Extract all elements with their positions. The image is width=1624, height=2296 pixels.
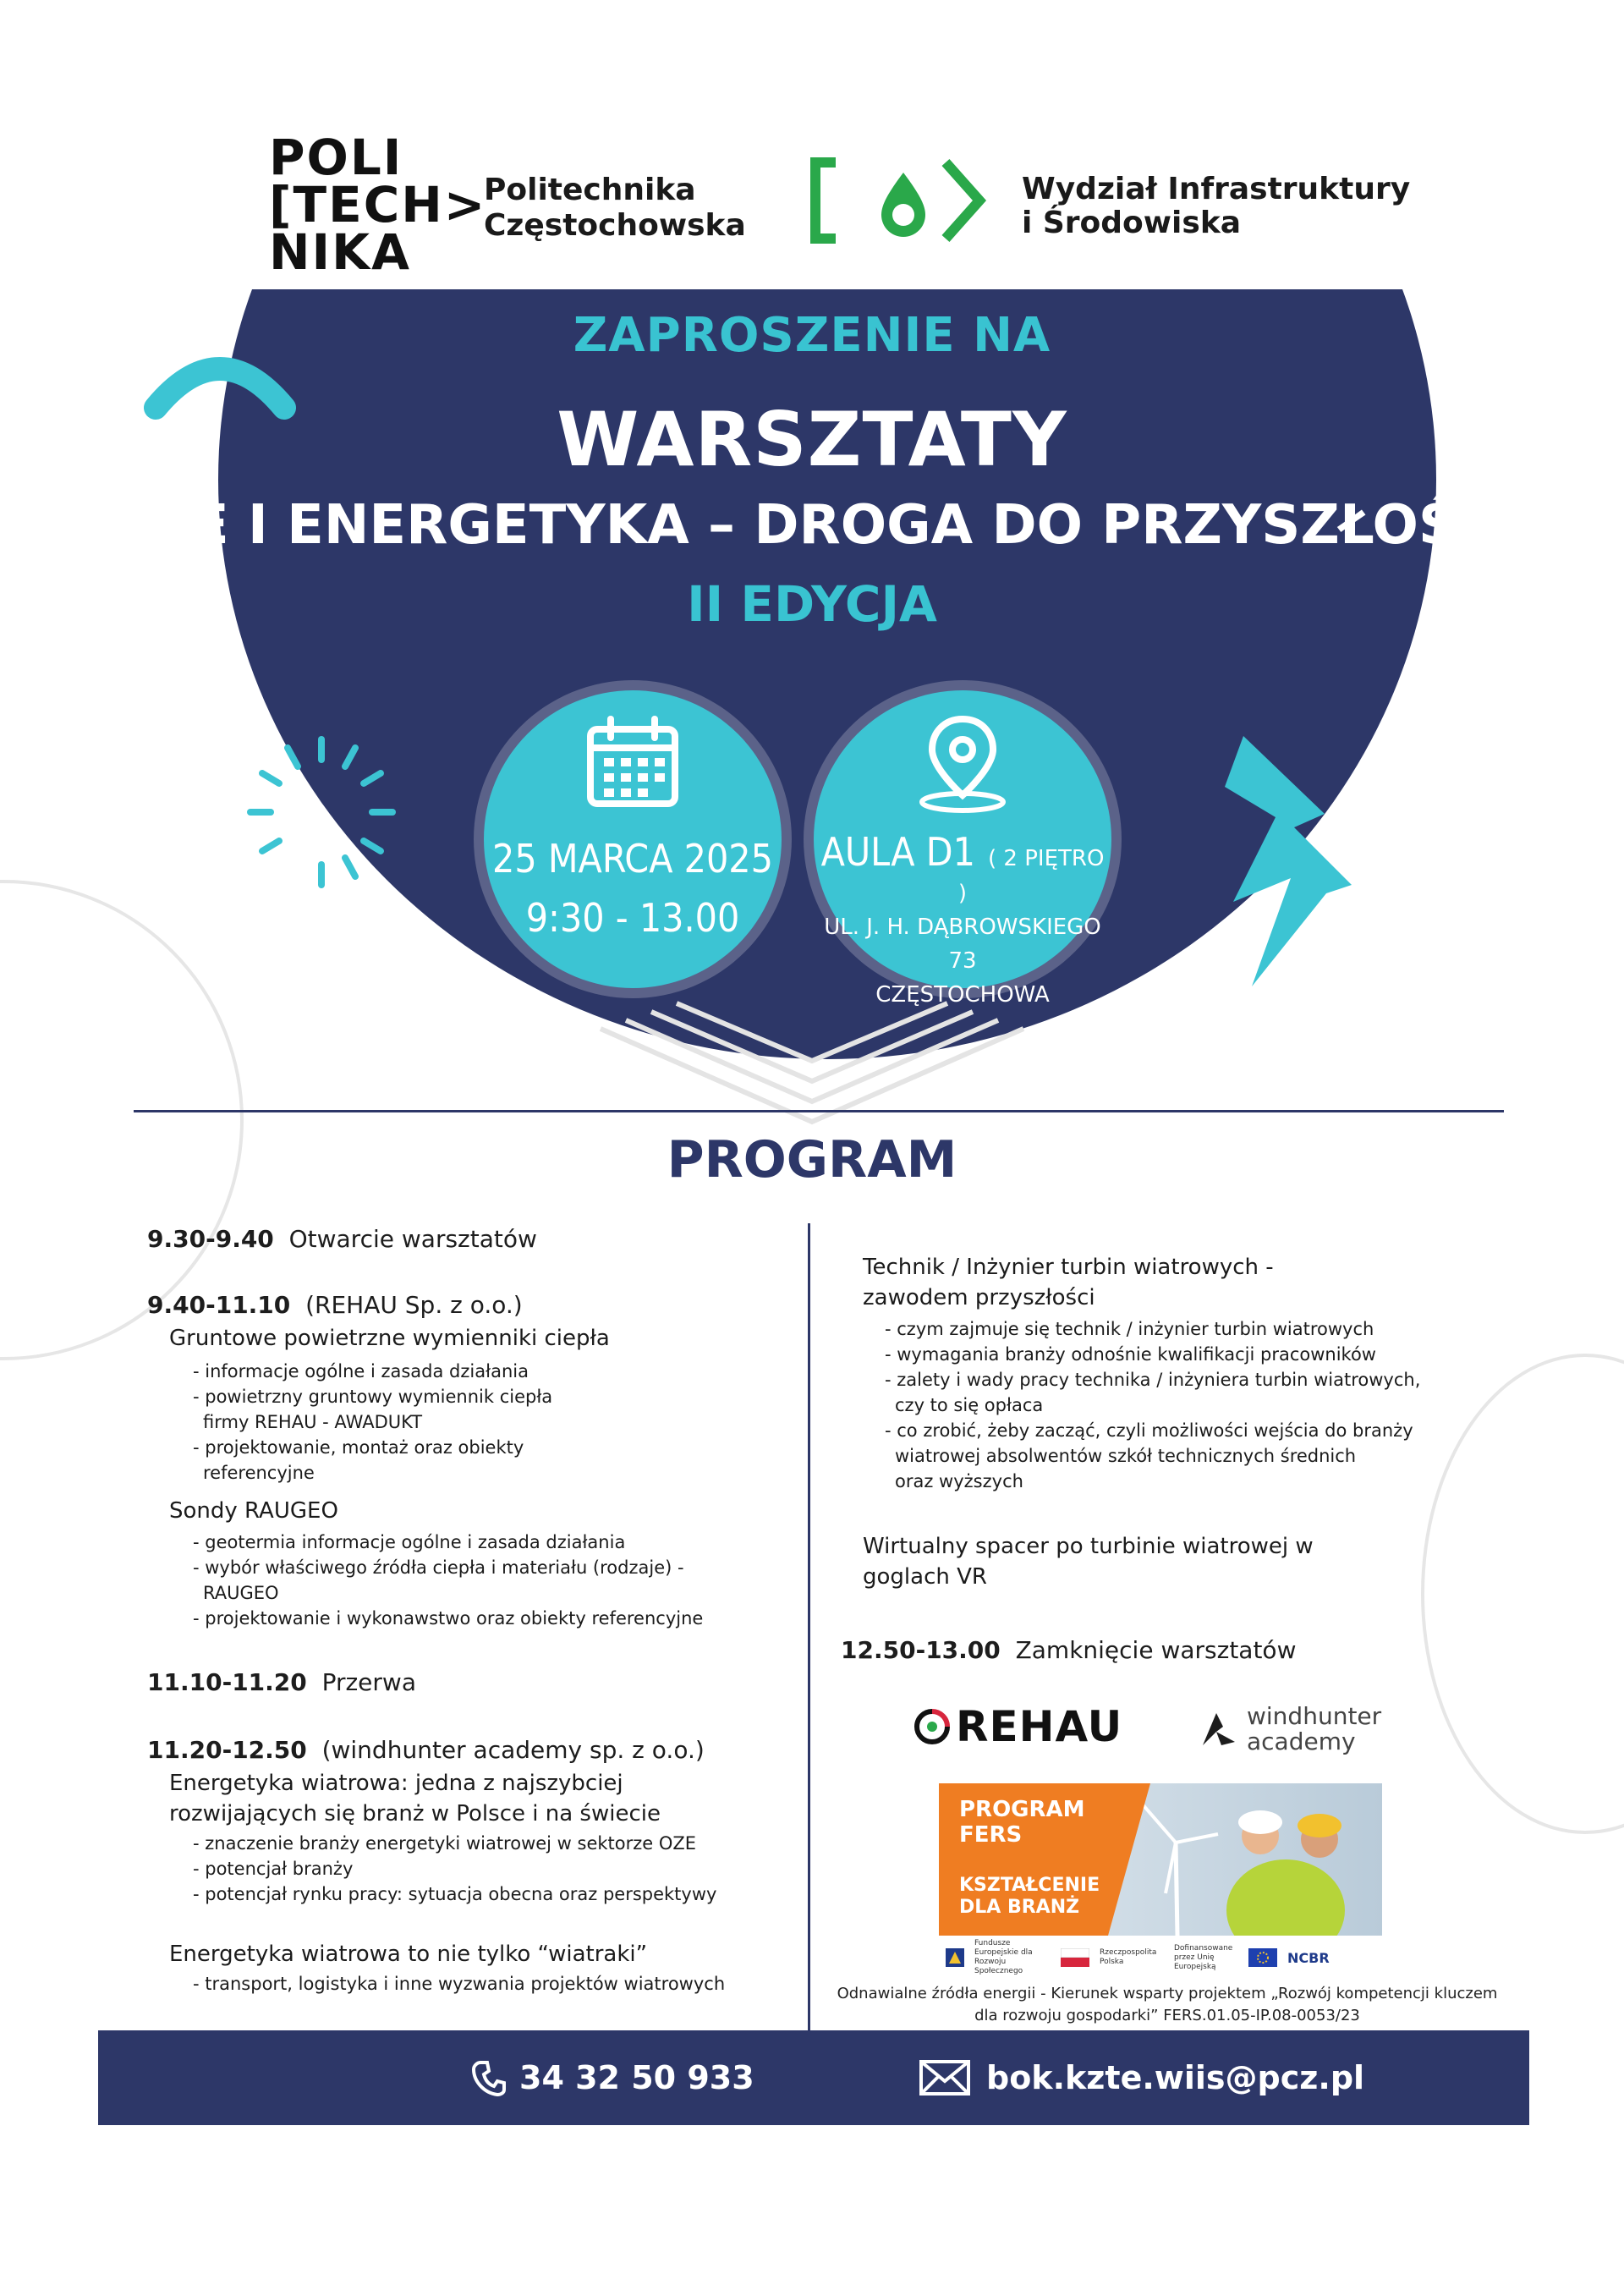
topic-line: goglach VR [863,1564,987,1590]
logo-line: [TECH> [269,176,487,233]
topic-line: rozwijających się branż w Polsce i na świecie [169,1801,661,1826]
fers-line: PROGRAM [959,1797,1085,1822]
floor-info: ( 2 PIĘTRO ) [957,846,1105,906]
time-slot: 9.30-9.40 [147,1225,274,1253]
politechnika-name-line: Politechnika [484,173,696,207]
contact-bar [98,2030,1529,2125]
bullet-item: - powietrzny gruntowy wymiennik ciepła [193,1387,553,1407]
eu-label: Dofinansowane przez Unię Europejską [1174,1943,1233,1971]
wiis-name-line: i Środowiska [1022,206,1242,240]
phone-number[interactable]: 34 32 50 933 [519,2059,754,2096]
location-pin-icon [912,712,1013,814]
event-time: 9:30 - 13.00 [525,895,740,941]
time-slot: 11.20-12.50 [147,1736,307,1764]
fers-line: DLA BRANŻ [959,1897,1080,1918]
time-slot: 9.40-11.10 [147,1291,291,1319]
wiis-name-line: Wydział Infrastruktury [1022,172,1411,206]
funding-footnote [829,1983,1506,2027]
bullet-list [193,1530,703,1631]
item-label: Otwarcie warsztatów [288,1225,537,1253]
windhunter-text [1247,1704,1381,1755]
rehau-logo [914,1702,1122,1751]
street-address: UL. J. H. DĄBROWSKIEGO 73 [824,915,1101,974]
ncbr-logo: NCBR [1287,1949,1330,1966]
room-name: AULA D1 [820,829,975,875]
eu-funds-icon [946,1948,964,1967]
bullet-item: RAUGEO [203,1583,279,1603]
bullet-item: - geotermia informacje ogólne i zasada działania [193,1532,626,1552]
program-item-break [147,1667,416,1699]
bullet-item: - informacje ogólne i zasada działania [193,1361,529,1381]
bullet-item: - wymagania branży odnośnie kwalifikacji pracowników [885,1344,1376,1365]
time-slot: 12.50-13.00 [841,1636,1001,1664]
bullet-item: - zalety i wady pracy technika / inżyniera turbin wiatrowych, [885,1370,1421,1390]
topic-title: Sondy RAUGEO [169,1498,338,1524]
eu-label: Rzeczpospolita Polska [1100,1948,1157,1966]
topic-title [169,1768,661,1829]
edition-label: II EDYCJA [687,575,937,633]
item-label: Zamknięcie warsztatów [1015,1636,1297,1664]
polish-flag-icon [1061,1948,1089,1967]
event-date: 25 MARCA 2025 [492,836,773,882]
rehau-text: REHAU [956,1702,1123,1751]
city-name: CZĘSTOCHOWA [875,982,1050,1008]
bullet-item: - znaczenie branży energetyki wiatrowej w sektorze OZE [193,1833,697,1854]
topic-title: Gruntowe powietrzne wymienniki ciepła [169,1326,610,1351]
location-circle [814,690,1111,1008]
bullet-item: wiatrowej absolwentów szkół technicznych średnich [895,1446,1357,1466]
phone-contact[interactable] [472,2059,754,2096]
time-slot: 11.10-11.20 [147,1668,307,1696]
item-label: (REHAU Sp. z o.o.) [305,1291,523,1319]
phone-icon [472,2059,506,2096]
topic-line: Energetyka wiatrowa: jedna z najszybciej [169,1771,623,1796]
topic-line: zawodem przyszłości [863,1285,1095,1310]
bullet-item: - czym zajmuje się technik / inżynier turbin wiatrowych [885,1319,1374,1339]
calendar-icon [582,712,683,814]
bullet-item: - projektowanie i wykonawstwo oraz obiekty referencyjne [193,1608,704,1629]
section-divider [134,1110,1504,1112]
decorative-ring-left [0,880,244,1360]
bullet-list [193,1831,716,1907]
invitation-heading: ZAPROSZENIE NA [573,308,1051,363]
windhunter-mark-icon [1196,1708,1238,1750]
topic-line: Technik / Inżynier turbin wiatrowych - [863,1255,1274,1280]
mail-icon [919,2059,971,2096]
bullet-item: - potencjał rynku pracy: sytuacja obecna oraz perspektywy [193,1884,717,1904]
fers-line: FERS [959,1822,1023,1848]
program-item-opening [147,1223,537,1255]
program-title: PROGRAM [667,1130,957,1189]
eu-label: Fundusze Europejskie dla Rozwoju Społecznego [974,1939,1033,1975]
bullet-item: czy to się opłaca [895,1395,1044,1415]
topic-title: Energetyka wiatrowa to nie tylko “wiatraki” [169,1942,648,1967]
email-address[interactable]: bok.kzte.wiis@pcz.pl [986,2059,1365,2096]
lightning-bolt-icon [1225,736,1360,990]
header-background [0,0,1624,289]
bullet-item: - potencjał branży [193,1859,354,1879]
bullet-list [885,1316,1420,1494]
windhunter-logo [1196,1704,1381,1755]
bullet-item: firmy REHAU - AWADUKT [203,1412,423,1432]
bullet-item: referencyjne [203,1463,315,1483]
program-item-closing [841,1634,1296,1667]
bullet-item: - transport, logistyka i inne wyzwania projektów wiatrowych [193,1974,726,1994]
topic-title [863,1252,1274,1313]
eu-funding-strip [946,1941,1377,1975]
bullet-item: oraz wyższych [895,1471,1023,1491]
bullet-list [193,1971,725,1997]
fers-banner [939,1783,1382,1936]
politechnika-name-line: Częstochowska [484,208,746,243]
topic-line: Wirtualny spacer po turbinie wiatrowej w [863,1534,1314,1559]
program-item-rehau [147,1289,523,1321]
logo-line: POLI [269,129,403,186]
footnote-line: Odnawialne źródła energii - Kierunek wsparty projektem „Rozwój kompetencji kluczem [837,1985,1498,2002]
bullet-list [193,1359,552,1486]
bullet-item: - wybór właściwego źródła ciepła i materiału (rodzaje) - [193,1557,684,1578]
program-item-windhunter [147,1734,705,1766]
workshop-title: "OZE I ENERGETYKA – DROGA DO PRZYSZŁOŚCI" [78,494,1546,557]
topic-title [863,1531,1314,1592]
decorative-ring-right [1421,1354,1624,1834]
fers-title [959,1797,1085,1848]
column-divider [808,1223,810,2030]
windhunter-line: academy [1247,1727,1356,1755]
footnote-line: dla rozwoju gospodarki” FERS.01.05-IP.08-0053/23 [974,2007,1360,2024]
sunburst-icon [237,728,406,897]
email-contact[interactable] [919,2059,1364,2096]
fers-line: KSZTAŁCENIE [959,1875,1100,1896]
politechnika-logo [269,129,487,281]
logo-line: NIKA [269,223,411,281]
wiis-logo-icon [810,157,996,244]
windhunter-line: windhunter [1247,1702,1382,1730]
item-label: (windhunter academy sp. z o.o.) [321,1736,705,1764]
date-circle [484,690,782,988]
eu-flag-icon [1248,1948,1277,1967]
wiis-name [1022,173,1410,240]
fers-subtitle [959,1875,1100,1919]
politechnika-name [484,173,746,244]
workshop-heading: WARSZTATY [557,396,1067,483]
rehau-swirl-icon [914,1708,951,1745]
item-label: Przerwa [321,1668,416,1696]
bullet-item: - projektowanie, montaż oraz obiekty [193,1437,524,1458]
bullet-item: - co zrobić, żeby zacząć, czyli możliwości wejścia do branży [885,1420,1413,1441]
